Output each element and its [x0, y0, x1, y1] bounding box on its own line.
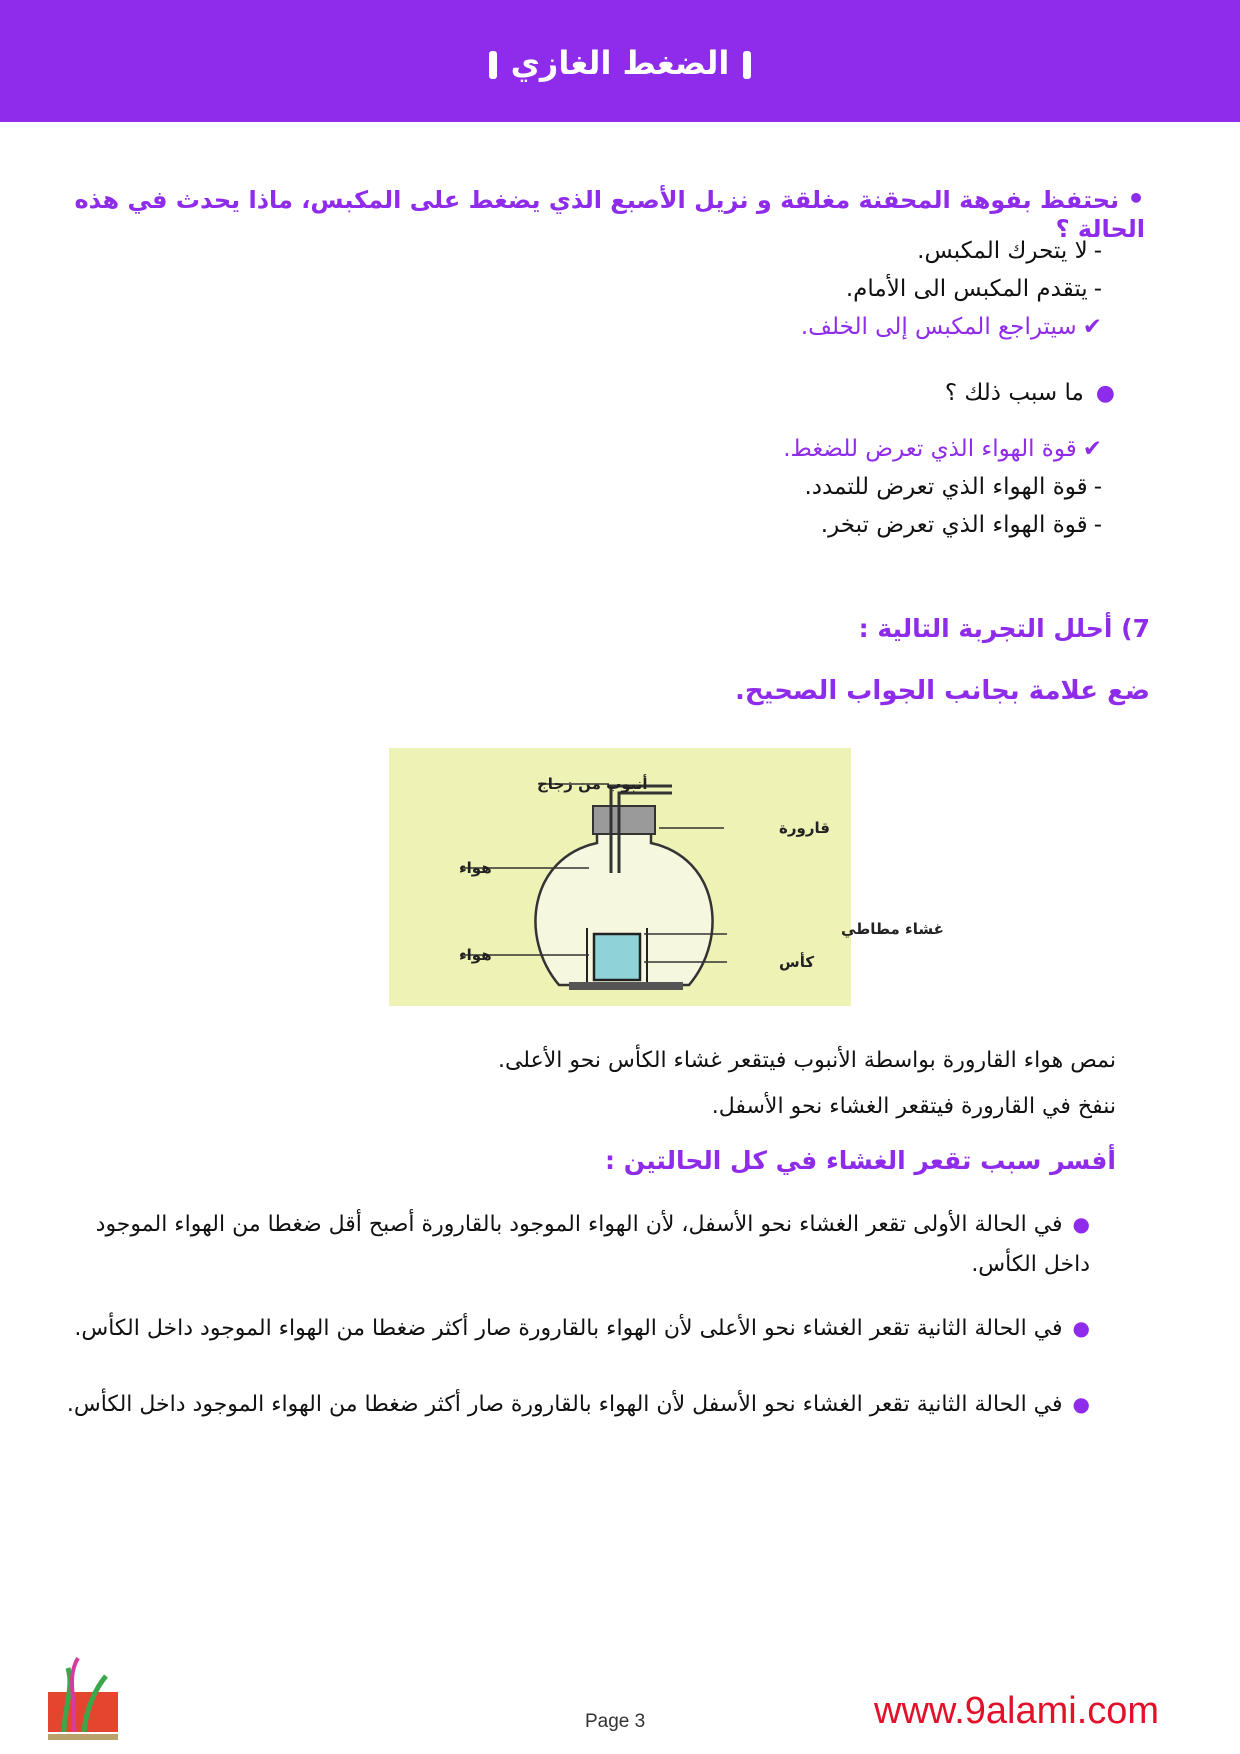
question-2: [945, 380, 1115, 406]
check-icon: ✔: [1082, 314, 1102, 340]
page-header: [0, 0, 1240, 122]
page-title-wrap: [0, 44, 1240, 82]
option[interactable]: -قوة الهواء الذي تعرض تبخر.: [820, 512, 1102, 538]
experiment-line: نمص هواء القارورة بواسطة الأنبوب فيتقعر غشاء الكأس نحو الأعلى.: [497, 1048, 1116, 1073]
title-bar-left: [489, 51, 497, 79]
experiment-figure: [389, 748, 944, 1006]
option-correct[interactable]: [801, 308, 1102, 346]
option-correct[interactable]: [783, 430, 1102, 468]
label-air-1: هواء: [459, 859, 492, 877]
bullet: •: [1127, 182, 1145, 215]
cup: [594, 934, 640, 980]
website-link[interactable]: www.9alami.com: [874, 1690, 1160, 1732]
option[interactable]: -يتقدم المكبس الى الأمام.: [845, 276, 1102, 302]
option-text: قوة الهواء الذي تعرض للتمدد.: [804, 474, 1088, 500]
option[interactable]: -لا يتحرك المكبس.: [917, 238, 1102, 264]
stopper: [593, 806, 655, 834]
question-2-options: [783, 430, 1102, 544]
page-title: الضغط الغازي: [510, 44, 730, 82]
bullet: ●: [1072, 1212, 1090, 1236]
answer-text: في الحالة الثانية تقعر الغشاء نحو الأعلى لأن الهواء بالقارورة صار أكثر ضغطا من الهواء الموجود داخل الكأس.: [74, 1316, 1063, 1341]
base: [569, 982, 683, 990]
academy-logo: [44, 1648, 126, 1742]
answer-text: في الحالة الثانية تقعر الغشاء نحو الأسفل لأن الهواء بالقارورة صار أكثر ضغطا من الهواء الموجود داخل الكأس.: [66, 1392, 1063, 1417]
option[interactable]: -قوة الهواء الذي تعرض للتمدد.: [804, 474, 1102, 500]
option-text: يتقدم المكبس الى الأمام.: [845, 276, 1088, 302]
bullet: ●: [1072, 1392, 1090, 1416]
option-text: سيتراجع المكبس إلى الخلف.: [800, 314, 1077, 340]
bullet: ●: [1095, 381, 1115, 406]
label-air-2: هواء: [459, 946, 492, 964]
question-1-options: [801, 232, 1102, 346]
answer-option[interactable]: [60, 1204, 1090, 1285]
bullet: ●: [1072, 1316, 1090, 1340]
option-text: قوة الهواء الذي تعرض تبخر.: [820, 512, 1088, 538]
title-bar-right: [743, 51, 751, 79]
experiment-line: ننفخ في القارورة فيتقعر الغشاء نحو الأسفل.: [711, 1094, 1116, 1119]
section-7-title: 7) أحلل التجربة التالية :: [858, 614, 1150, 643]
page-number: Page 3: [585, 1711, 646, 1732]
question-1-text: نحتفظ بفوهة المحقنة مغلقة و نزيل الأصبع الذي يضغط على المكبس، ماذا يحدث في هذه الحالة ؟: [74, 186, 1145, 243]
label-membrane: غشاء مطاطي: [841, 920, 944, 938]
option-text: قوة الهواء الذي تعرض للضغط.: [783, 436, 1077, 462]
section-7-instruction: ضع علامة بجانب الجواب الصحيح.: [734, 676, 1150, 706]
question-2-text: ما سبب ذلك ؟: [944, 380, 1084, 406]
answer-text: في الحالة الأولى تقعر الغشاء نحو الأسفل، لأن الهواء الموجود بالقارورة أصبح أقل ضغطا من الهواء الموجود داخل الكأس.: [95, 1212, 1090, 1277]
flask-diagram: [389, 748, 944, 1006]
answer-option[interactable]: [60, 1308, 1090, 1349]
option-text: لا يتحرك المكبس.: [917, 238, 1088, 264]
question-3-title: أفسر سبب تقعر الغشاء في كل الحالتين :: [605, 1146, 1116, 1175]
answer-option[interactable]: [60, 1384, 1090, 1425]
label-flask: قارورة: [779, 819, 830, 837]
label-cup: كأس: [779, 953, 815, 971]
label-tube: أنبوب من زجاج: [537, 775, 648, 793]
check-icon: ✔: [1082, 436, 1102, 462]
